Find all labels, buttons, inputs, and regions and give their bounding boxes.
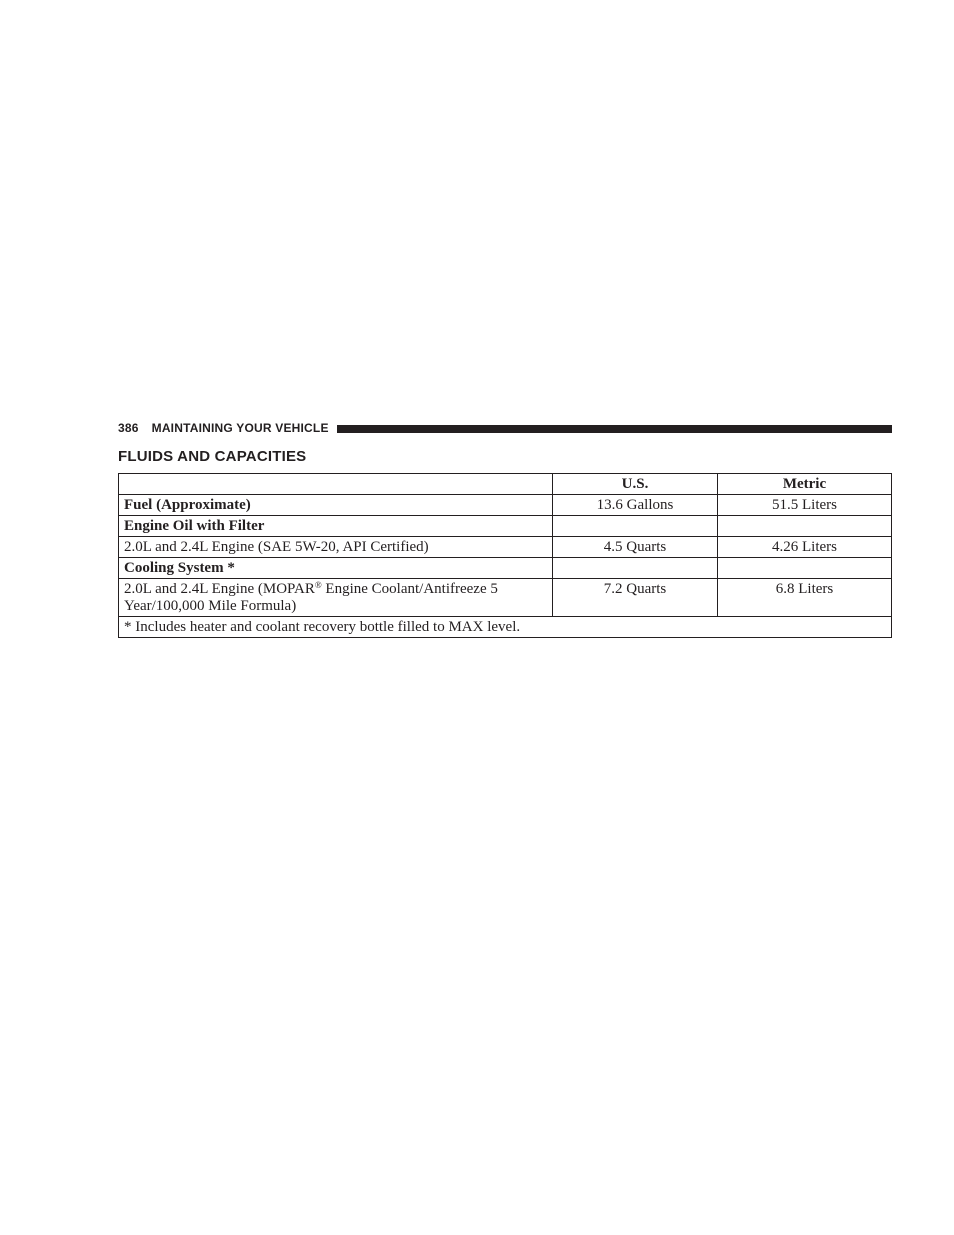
page-header	[118, 419, 892, 437]
registered-mark: ®	[314, 580, 322, 590]
row-label	[119, 579, 553, 617]
metric-value	[718, 516, 892, 537]
row-label: Engine Oil with Filter	[119, 516, 553, 537]
us-value: 7.2 Quarts	[553, 579, 718, 617]
column-header-us: U.S.	[553, 474, 718, 495]
row-label: 2.0L and 2.4L Engine (SAE 5W-20, API Certified)	[119, 537, 553, 558]
section-title: FLUIDS AND CAPACITIES	[118, 448, 307, 465]
row-label: Cooling System *	[119, 558, 553, 579]
metric-value	[718, 558, 892, 579]
table-row	[119, 579, 892, 617]
metric-value: 6.8 Liters	[718, 579, 892, 617]
column-header-item	[119, 474, 553, 495]
row-label-part: Engine Coolant/Antifreeze 5 Year/100,000 Mile Formula)	[124, 581, 498, 614]
row-label: Fuel (Approximate)	[119, 495, 553, 516]
us-value: 13.6 Gallons	[553, 495, 718, 516]
row-label-part: 2.0L and 2.4L Engine (MOPAR	[124, 581, 315, 597]
us-value: 4.5 Quarts	[553, 537, 718, 558]
us-value	[553, 558, 718, 579]
column-header-metric: Metric	[718, 474, 892, 495]
header-rule	[337, 425, 892, 433]
metric-value: 4.26 Liters	[718, 537, 892, 558]
table-row	[119, 558, 892, 579]
metric-value: 51.5 Liters	[718, 495, 892, 516]
table-row	[119, 495, 892, 516]
footnote-row	[119, 617, 892, 638]
table-row	[119, 516, 892, 537]
running-section-title: MAINTAINING YOUR VEHICLE	[151, 421, 329, 435]
table-header-row	[119, 474, 892, 495]
footnote: * Includes heater and coolant recovery bottle filled to MAX level.	[119, 617, 892, 638]
page-number: 386	[118, 421, 139, 435]
table-row	[119, 537, 892, 558]
us-value	[553, 516, 718, 537]
fluids-capacities-table	[118, 473, 892, 638]
